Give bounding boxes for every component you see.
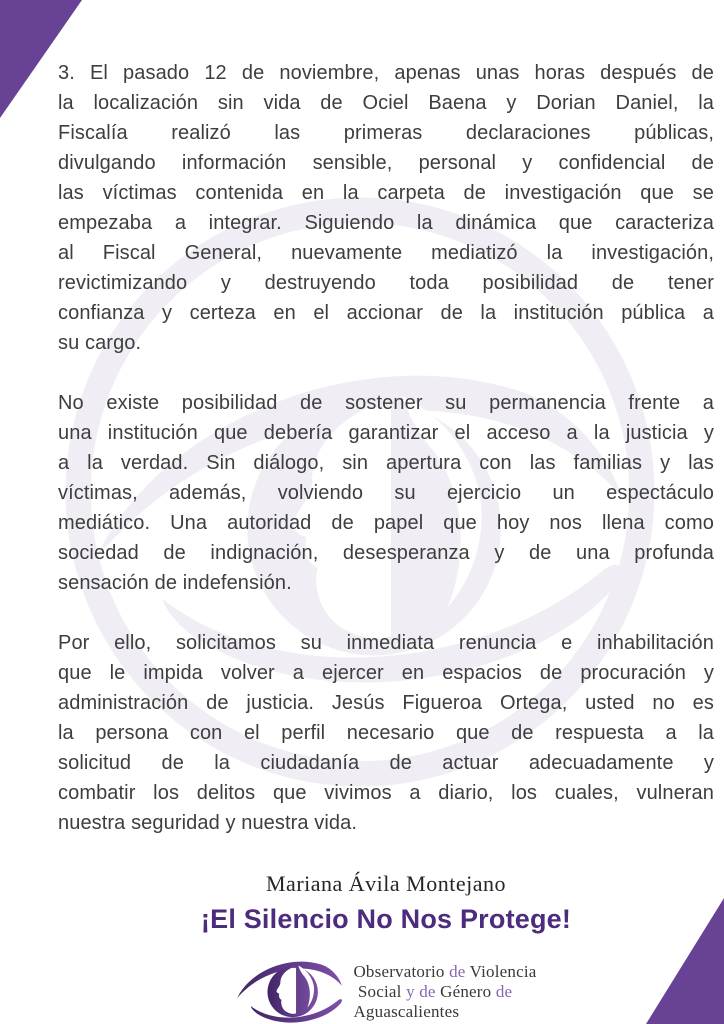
slogan-text: ¡El Silencio No Nos Protege! (200, 904, 572, 934)
document-paragraphs (58, 58, 714, 838)
organization-name-segment: Género (435, 982, 496, 1001)
body-text-line: Por ello, solicitamos su inmediata renuncia e inhabilitación (58, 632, 714, 654)
organization-name-line (353, 962, 536, 982)
organization-name-segment: y de (406, 982, 436, 1001)
body-paragraph (58, 628, 714, 838)
body-text-line: Fiscalía realizó las primeras declaraciones públicas, (58, 122, 714, 144)
organization-name-segment: Observatorio (353, 962, 450, 981)
organization-name-segment: de (495, 982, 513, 1001)
body-text-line: revictimizando y destruyendo toda posibilidad de tener (58, 272, 714, 294)
body-text-line: nuestra seguridad y nuestra vida. (58, 812, 358, 834)
body-text-line: sociedad de indignación, desesperanza y de una profunda (58, 542, 714, 564)
body-text-line: a la verdad. Sin diálogo, sin apertura con las familias y las (58, 452, 714, 474)
body-paragraph (58, 58, 714, 358)
body-text-line: divulgando información sensible, personal y confidencial de (58, 152, 714, 174)
signature-name: Mariana Ávila Montejano (266, 871, 506, 896)
organization-name-line (353, 1002, 536, 1022)
organization-name-segment: Social (353, 982, 407, 1001)
body-text-line: 3. El pasado 12 de noviembre, apenas unas horas después de (58, 62, 714, 84)
body-text-line: la localización sin vida de Ociel Baena y Dorian Daniel, la (58, 92, 714, 114)
organization-name-segment: Violencia (465, 962, 537, 981)
body-paragraph (58, 388, 714, 598)
body-text-line: las víctimas contenida en la carpeta de investigación que se (58, 182, 714, 204)
body-text-line: víctimas, además, volviendo su ejercicio un espectáculo (58, 482, 714, 504)
organization-logo (58, 950, 714, 1024)
organization-name-segment: de (449, 962, 466, 981)
body-text-line: empezaba a integrar. Siguiendo la dinámica que caracteriza (58, 212, 714, 234)
body-text-line: No existe posibilidad de sostener su permanencia frente a (58, 392, 714, 414)
body-text-line: la persona con el perfil necesario que de respuesta a la (58, 722, 714, 744)
organization-name-segment: Aguascalientes (353, 1002, 460, 1021)
body-text-line: combatir los delitos que vivimos a diario, los cuales, vulneran (58, 782, 714, 804)
eye-logo-icon (235, 950, 347, 1024)
organization-name-line (353, 982, 536, 1002)
body-text-line: al Fiscal General, nuevamente mediatizó la investigación, (58, 242, 714, 264)
body-text-line: solicitud de la ciudadanía de actuar adecuadamente y (58, 752, 714, 774)
organization-name (353, 962, 536, 1022)
body-text-line: administración de justicia. Jesús Figueroa Ortega, usted no es (58, 692, 714, 714)
body-text-line: su cargo. (58, 332, 142, 354)
body-text-line: confianza y certeza en el accionar de la institución pública a (58, 302, 714, 324)
body-text-line: sensación de indefensión. (58, 572, 292, 594)
statement-body (58, 58, 714, 1024)
body-text-line: mediático. Una autoridad de papel que hoy nos llena como (58, 512, 714, 534)
body-text-line: que le impida volver a ejercer en espacios de procuración y (58, 662, 714, 684)
body-text-line: una institución que debería garantizar el acceso a la justicia y (58, 422, 714, 444)
